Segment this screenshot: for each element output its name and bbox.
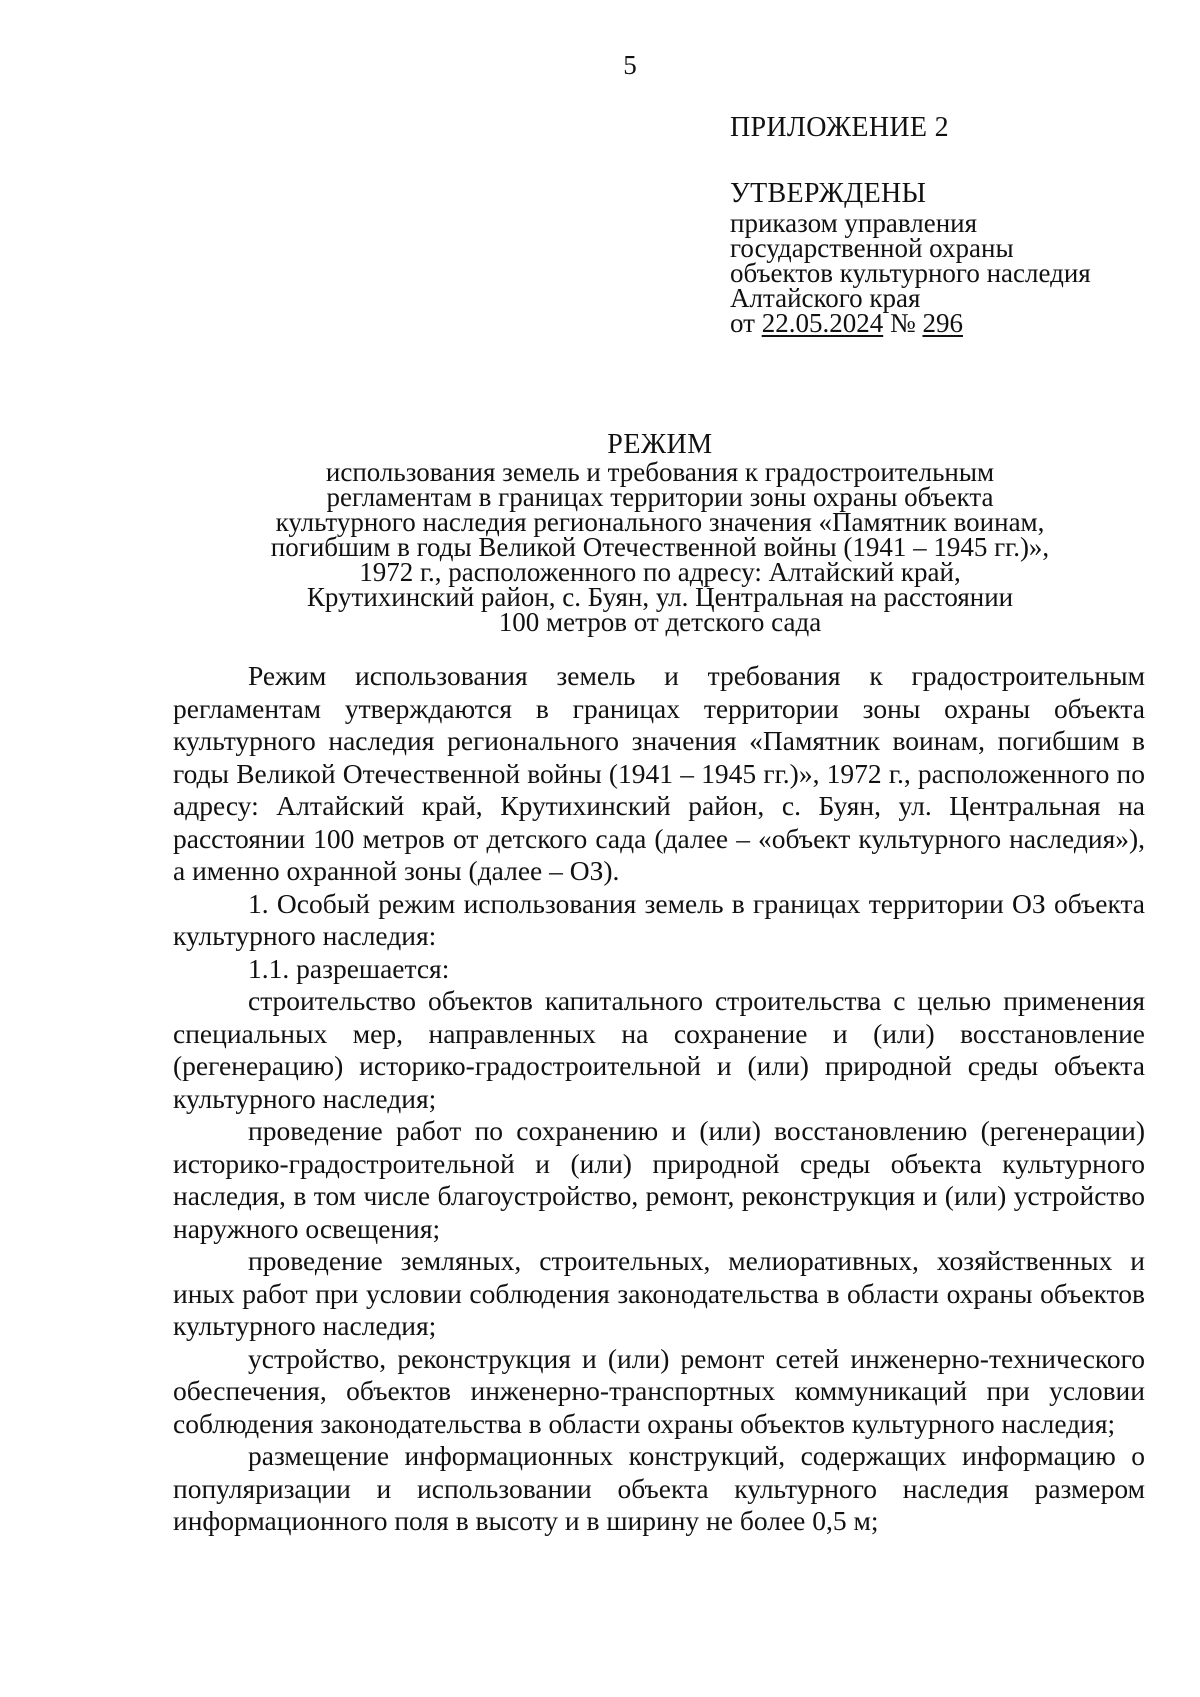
document-body (173, 660, 1145, 1538)
paragraph-item: строительство объектов капитального строительства с целью применения специальных мер, направленных на сохранение и (или) восстановление (регенерацию) историко-градостроительной и (или) природной среды объекта культурного наследия; (173, 985, 1145, 1114)
paragraph-intro: Режим использования земель и требования к градостроительным регламентам утверждаются в границах территории зоны охраны объекта культурного наследия регионального значения «Памятник воинам, погибшим в годы Великой Отечественной войны (1941 – 1945 гг.)», 1972 г., расположенного по адресу: Алтайский край, Крутихинский район, с. Буян, ул. Центральная на расстоянии 100 метров от детского сада (далее – «объект культурного наследия»), а именно охранной зоны (далее – ОЗ). (173, 660, 1145, 886)
approval-line: объектов культурного наследия (730, 258, 1091, 288)
approval-block (730, 178, 1091, 336)
document-heading (230, 430, 1090, 635)
approval-number: 296 (922, 308, 963, 338)
paragraph-section-1: 1. Особый режим использования земель в границах территории ОЗ объекта культурного наследия: (173, 887, 1145, 951)
approval-date-line (730, 308, 1091, 338)
approval-date-prefix: от (730, 308, 762, 338)
subtitle-line: использования земель и требования к градостроительным (325, 457, 995, 487)
approval-number-prefix: № (883, 308, 923, 338)
paragraph-item: устройство, реконструкция и (или) ремонт сетей инженерно-технического обеспечения, объектов инженерно-транспортных коммуникаций при условии соблюдения законодательства в области охраны объектов культурного наследия; (173, 1342, 1145, 1439)
paragraph-item: проведение земляных, строительных, мелиоративных, хозяйственных и иных работ при условии соблюдения законодательства в области охраны объектов культурного наследия; (173, 1245, 1145, 1341)
approval-date: 22.05.2024 (761, 308, 884, 338)
subtitle-line: 1972 г., расположенного по адресу: Алтайский край, (359, 557, 961, 587)
paragraph-item: проведение работ по сохранению и (или) восстановлению (регенерации) историко-градостроительной и (или) природной среды объекта культурного наследия, в том числе благоустройство, ремонт, реконструкция и (или) устройство наружного освещения; (173, 1115, 1145, 1244)
approval-line: приказом управления (730, 208, 978, 238)
paragraph-item: размещение информационных конструкций, содержащих информацию о популяризации и использовании объекта культурного наследия размером информационного поля в высоту и в ширину не более 0,5 м; (173, 1440, 1145, 1536)
document-title: РЕЖИМ (607, 429, 713, 460)
subtitle-line: Крутихинский район, с. Буян, ул. Центральная на расстоянии (306, 582, 1014, 612)
approval-line: Алтайского края (730, 283, 921, 313)
subtitle-line: погибшим в годы Великой Отечественной войны (1941 – 1945 гг.)», (270, 532, 1050, 562)
subtitle-line: 100 метров от детского сада (498, 607, 822, 637)
appendix-label: ПРИЛОЖЕНИЕ 2 (730, 112, 949, 143)
subtitle-line: культурного наследия регионального значения «Памятник воинам, (275, 507, 1045, 537)
approval-title: УТВЕРЖДЕНЫ (730, 178, 927, 209)
paragraph-section-1-1: 1.1. разрешается: (248, 952, 450, 984)
subtitle-line: регламентам в границах территории зоны охраны объекта (326, 482, 994, 512)
page-number: 5 (623, 50, 637, 80)
approval-line: государственной охраны (730, 233, 1014, 263)
